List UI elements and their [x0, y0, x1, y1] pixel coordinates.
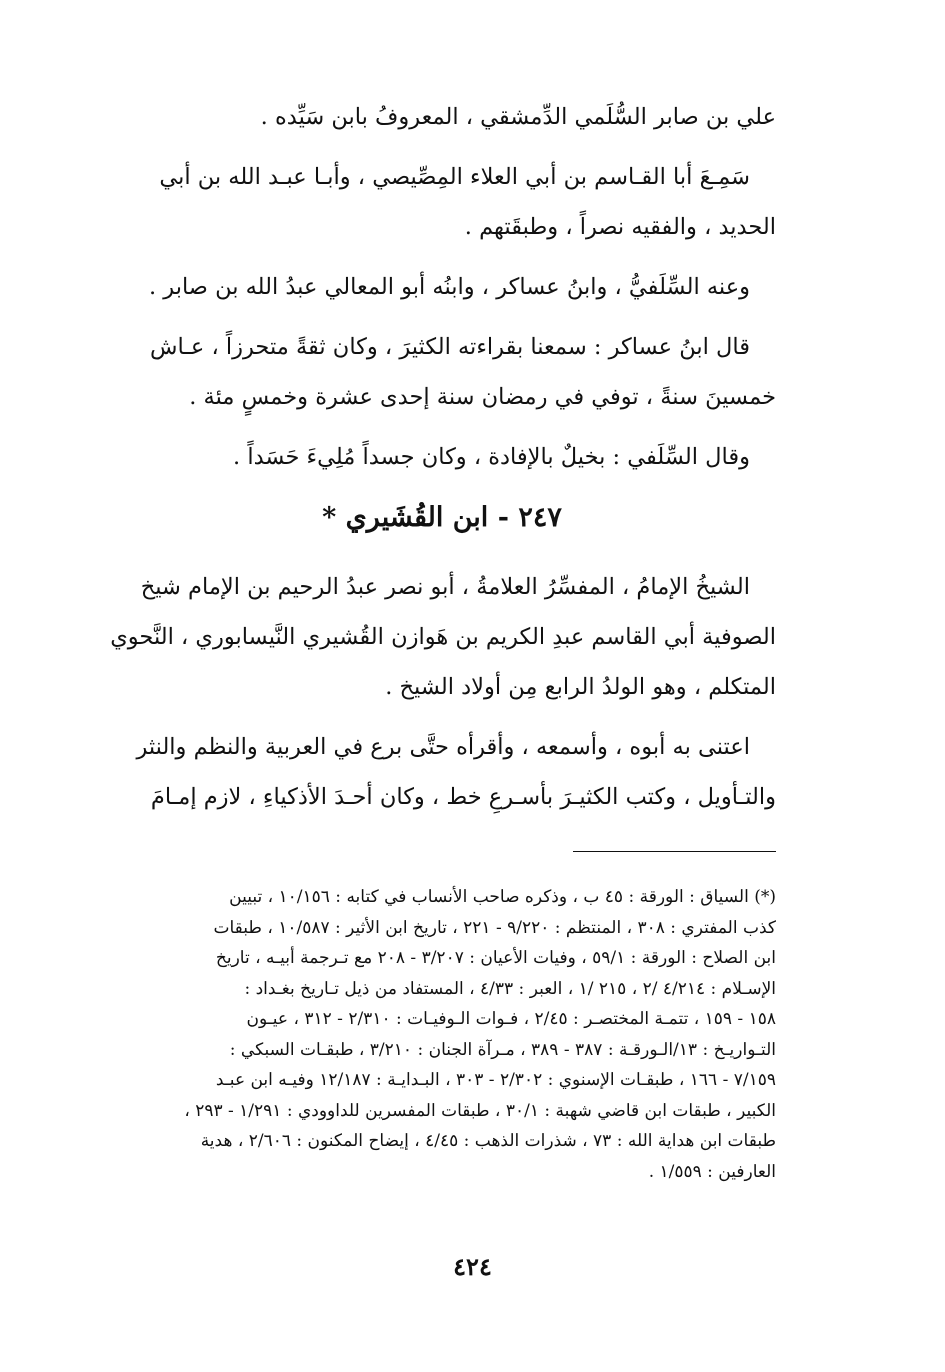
paragraph-teachers: [108, 152, 776, 252]
entry-title: ٢٤٧ - ابن القُشَيري *: [322, 502, 562, 533]
text-line: وعنه السِّلَفيُّ ، وابنُ عساكر ، وابنُه أبو المعالي عبدُ الله بن صابر .: [148, 274, 750, 300]
paragraph-entry-study: [108, 722, 776, 822]
main-text: [108, 92, 776, 832]
text-line: الصوفية أبي القاسم عبدِ الكريم بن هَوازن القُشيري النَّيسابوري ، النَّحوي: [110, 624, 776, 650]
text-line: اعتنى به أبوه ، وأسمعه ، وأقرأه حتَّى برع في العربية والنظم والنثر: [136, 734, 750, 760]
paragraph-silafi: [108, 432, 776, 482]
footnote-line: ١٥٨ - ١٥٩ ، تتمـة المختصـر : ٢/٤٥ ، فـوات الـوفيـات : ٢/٣١٠ - ٣١٢ ، عيـون: [246, 1009, 776, 1029]
text-line: المتكلم ، وهو الولدُ الرابع مِن أولاد الشيخ .: [385, 674, 776, 700]
footnote-line: الكبير ، طبقات ابن قاضي شهبة : ٣٠/١ ، طبقات المفسرين للداوودي : ١/٢٩١ - ٢٩٣ ،: [184, 1100, 776, 1121]
footnote-line: التـواريـخ : ١٣/الـورقـة : ٣٨٧ - ٣٨٩ ، مـرآة الجنان : ٣/٢١٠ ، طبقـات السبكي :: [229, 1039, 776, 1060]
paragraph-ibn-asakir: [108, 322, 776, 422]
footnote-line: الإسـلام : ٤/٢١٤ /٢ ، ٢١٥ /١ ، العبر : ٤/٣٣ ، المستفاد من ذيل تـاريخ بغـداد :: [244, 978, 776, 999]
footnote-line: (*) السياق : الورقة : ٤٥ ب ، وذكره صاحب الأنساب في كتابه : ١٠/١٥٦ ، تبيين: [229, 887, 776, 907]
footnote-line: ٧/١٥٩ - ١٦٦ ، طبقـات الإسنوي : ٢/٣٠٢ - ٣٠٣ ، البـدايـة : ١٢/١٨٧ وفيـه ابن عبـد: [215, 1070, 776, 1090]
text-line: سَمِـعَ أبا القـاسم بن أبي العلاء المِصِّيصي ، وأبـا عبـد الله بن أبي: [159, 164, 750, 190]
footnote-line: ابن الصلاح : الورقة : ٥٩/١ ، وفيات الأعيان : ٣/٢٠٧ - ٢٠٨ مع تـرجمة أبيـه ، تاريخ: [215, 948, 776, 968]
paragraph-intro: [108, 92, 776, 142]
page-number: ٤٢٤: [453, 1252, 492, 1281]
text-line: خمسينَ سنةً ، توفي في رمضان سنة إحدى عشرة وخمسٍ مئة .: [189, 384, 776, 410]
text-line: والتـأويل ، وكتب الكثيـرَ بأسـرعِ خط ، وكان أحـدَ الأذكياءِ ، لازم إمـامَ: [150, 784, 776, 810]
paragraph-students: [108, 262, 776, 312]
footnote-divider: [573, 851, 776, 852]
text-line: الحديد ، والفقيه نصراً ، وطبقَتهم .: [464, 214, 776, 240]
footnote-line: كذب المفتري : ٣٠٨ ، المنتظم : ٩/٢٢٠ - ٢٢١ ، تاريخ ابن الأثير : ١٠/٥٨٧ ، طبقات: [213, 917, 776, 938]
text-line: وقال السِّلَفي : بخيلٌ بالإفادة ، وكان جسداً مُلِيءَ حَسَداً .: [233, 444, 750, 470]
footnotes: [108, 882, 776, 1187]
footnote-line: طبقات ابن هداية الله : ٧٣ ، شذرات الذهب : ٤/٤٥ ، إيضاح المكنون : ٢/٦٠٦ ، هدية: [200, 1131, 776, 1151]
text-line: الشيخُ الإمامُ ، المفسِّرُ العلامةُ ، أبو نصر عبدُ الرحيم بن الإمام شيخ: [140, 574, 750, 600]
paragraph-entry-name: [108, 562, 776, 712]
text-line: قال ابنُ عساكر : سمعنا بقراءته الكثيرَ ، وكان ثقةً متحرزاً ، عـاش: [149, 334, 750, 360]
text-line: علي بن صابر السُّلَمي الدِّمشقي ، المعروفُ بابن سَيِّده .: [260, 104, 776, 130]
footnote-line: العارفين : ١/٥٥٩ .: [648, 1161, 776, 1182]
